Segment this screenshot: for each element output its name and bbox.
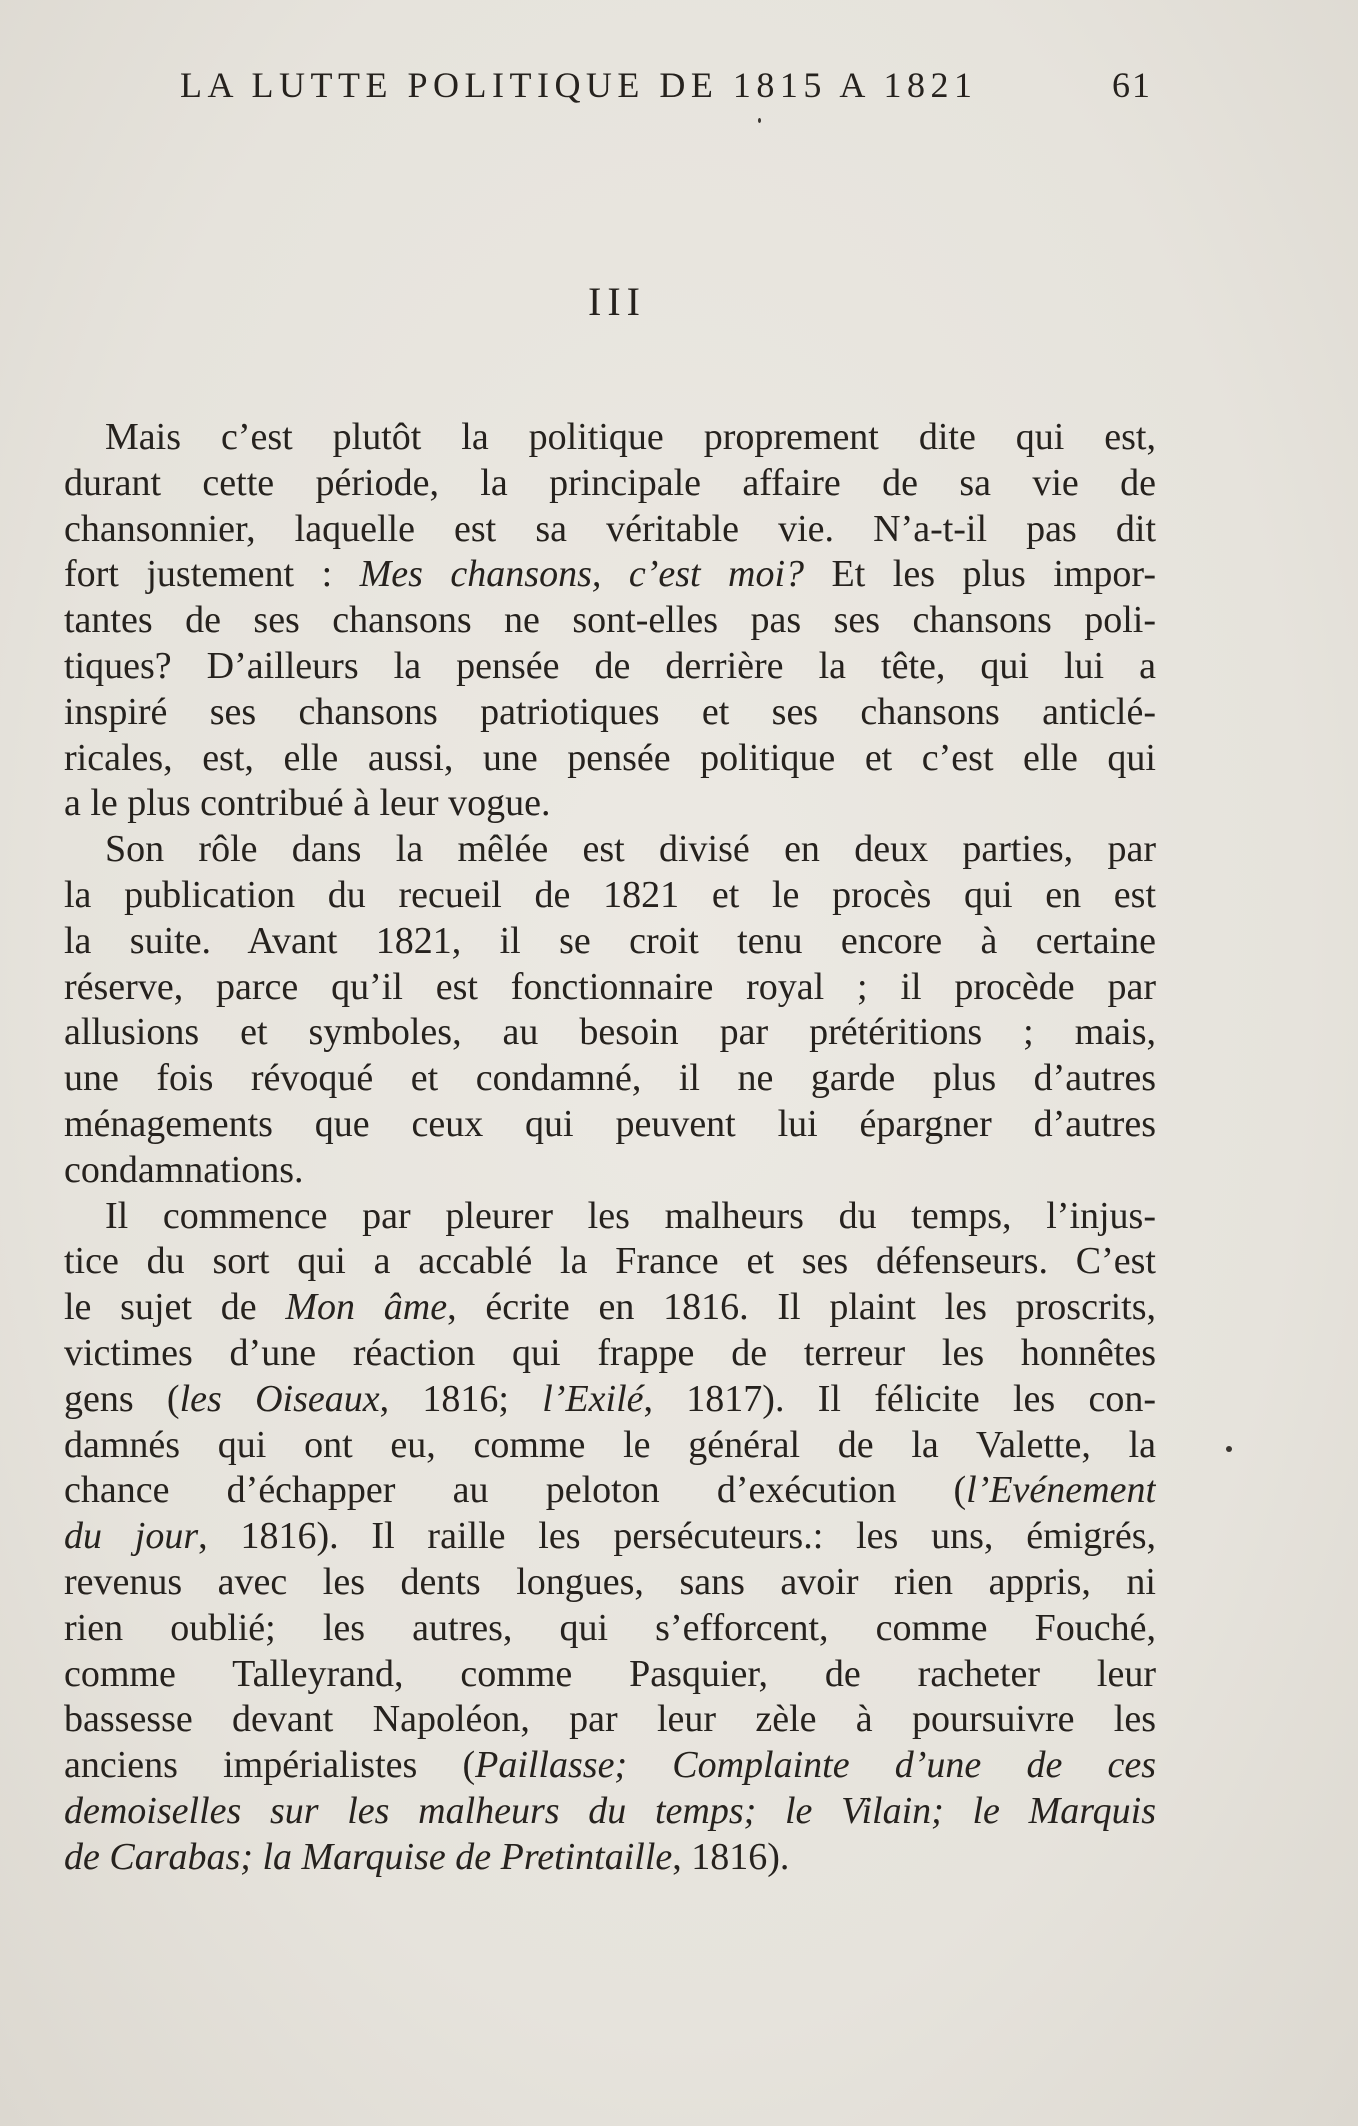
italic-title: les Oiseaux [179,1377,380,1420]
text-line [64,1743,1156,1789]
text-run: , 1817). Il félicite les con- [643,1377,1156,1420]
text-line [64,1194,1156,1240]
text-run: inspiré ses chansons patriotiques et ses chansons anticlé- [64,690,1156,733]
print-speck [758,118,761,123]
text-line [64,461,1156,507]
italic-title: Mon âme [285,1286,448,1329]
page-number: 61 [1112,65,1152,105]
text-run: revenus avec les dents longues, sans avoir rien appris, ni [64,1560,1156,1603]
text-line [64,1285,1156,1331]
text-run: le sujet de [64,1286,286,1329]
text-run: victimes d’une réaction qui frappe de terreur les honnêtes [64,1331,1156,1374]
text-line [64,1331,1156,1377]
text-line [64,1697,1156,1743]
text-run: allusions et symboles, au besoin par prétéritions ; mais, [64,1011,1156,1054]
text-line [64,873,1156,919]
text-run: anciens impérialistes ( [64,1744,476,1787]
italic-title: de Carabas; la Marquise de Pretintaille [64,1835,673,1878]
italic-title: Mes chansons, c’est moi? [359,553,805,596]
text-run: ménagements que ceux qui peuvent lui épargner d’autres [64,1102,1156,1145]
text-line [64,1239,1156,1285]
text-line [64,1835,1156,1881]
text-line [64,1468,1156,1514]
text-run: condamnations. [64,1148,304,1191]
text-run: a le plus contribué à leur vogue. [64,782,551,825]
text-run: fort justement : [64,553,360,596]
text-line [64,781,1156,827]
text-run: une fois révoqué et condamné, il ne garde plus d’autres [64,1057,1156,1100]
italic-title: l’Evénement [966,1469,1156,1512]
text-run: comme Talleyrand, comme Pasquier, de racheter leur [64,1652,1156,1695]
text-line [64,598,1156,644]
text-run: durant cette période, la principale affaire de sa vie de [64,461,1156,504]
text-line [64,1652,1156,1698]
text-run: tiques? D’ailleurs la pensée de derrière la tête, qui lui a [64,644,1156,687]
text-line [64,415,1156,461]
section-heading: III [588,279,646,324]
text-run: , 1816). [672,1835,790,1878]
text-line [64,1148,1156,1194]
text-run: Il commence par pleurer les malheurs du temps, l’injus- [105,1194,1156,1237]
text-run: réserve, parce qu’il est fonctionnaire royal ; il procède par [64,965,1156,1008]
text-run: Mais c’est plutôt la politique proprement dite qui est, [105,416,1156,458]
text-run: Son rôle dans la mêlée est divisé en deux parties, par [105,828,1156,871]
text-run: bassesse devant Napoléon, par leur zèle à poursuivre les [64,1698,1156,1741]
text-line [64,552,1156,598]
text-run: la suite. Avant 1821, il se croit tenu encore à certaine [64,919,1156,962]
text-run: chansonnier, laquelle est sa véritable vie. N’a-t-il pas dit [64,507,1156,550]
text-run: , 1816). Il raille les persécuteurs.: les uns, émigrés, [198,1515,1156,1558]
text-line [64,919,1156,965]
text-run: damnés qui ont eu, comme le général de la Valette, la [64,1423,1156,1466]
running-head [180,64,1152,114]
text-line [64,1606,1156,1652]
text-run: gens ( [64,1377,180,1420]
text-run: , 1816; [379,1377,543,1420]
italic-title: l’Exilé [542,1377,644,1420]
text-line [64,965,1156,1011]
text-line [64,827,1156,873]
text-line [64,1056,1156,1102]
italic-title: du jour [64,1515,199,1558]
italic-title: Paillasse; Complainte d’une de ces [475,1744,1156,1787]
text-line [64,1789,1156,1835]
text-line [64,1102,1156,1148]
print-speck [1226,1446,1232,1452]
italic-title: demoiselles sur les malheurs du temps; le Vilain; le Marquis [64,1789,1156,1832]
body-text [64,415,1156,1881]
text-run: chance d’échapper au peloton d’exécution ( [64,1469,967,1512]
text-run: ricales, est, elle aussi, une pensée politique et c’est elle qui [64,736,1156,779]
text-line [64,644,1156,690]
text-run: tantes de ses chansons ne sont-elles pas ses chansons poli- [64,599,1156,642]
text-line [64,1423,1156,1469]
running-title: LA LUTTE POLITIQUE DE 1815 A 1821 [180,65,978,105]
text-line [64,690,1156,736]
text-line [64,1560,1156,1606]
text-run: tice du sort qui a accablé la France et ses défenseurs. C’est [64,1240,1156,1283]
text-run: la publication du recueil de 1821 et le procès qui en est [64,873,1156,916]
text-line [64,507,1156,553]
text-line [64,736,1156,782]
text-run: rien oublié; les autres, qui s’efforcent, comme Fouché, [64,1606,1156,1649]
text-line [64,1010,1156,1056]
text-line [64,1377,1156,1423]
text-run: , écrite en 1816. Il plaint les proscrits, [447,1286,1156,1329]
text-run: Et les plus impor- [804,553,1156,596]
text-line [64,1514,1156,1560]
